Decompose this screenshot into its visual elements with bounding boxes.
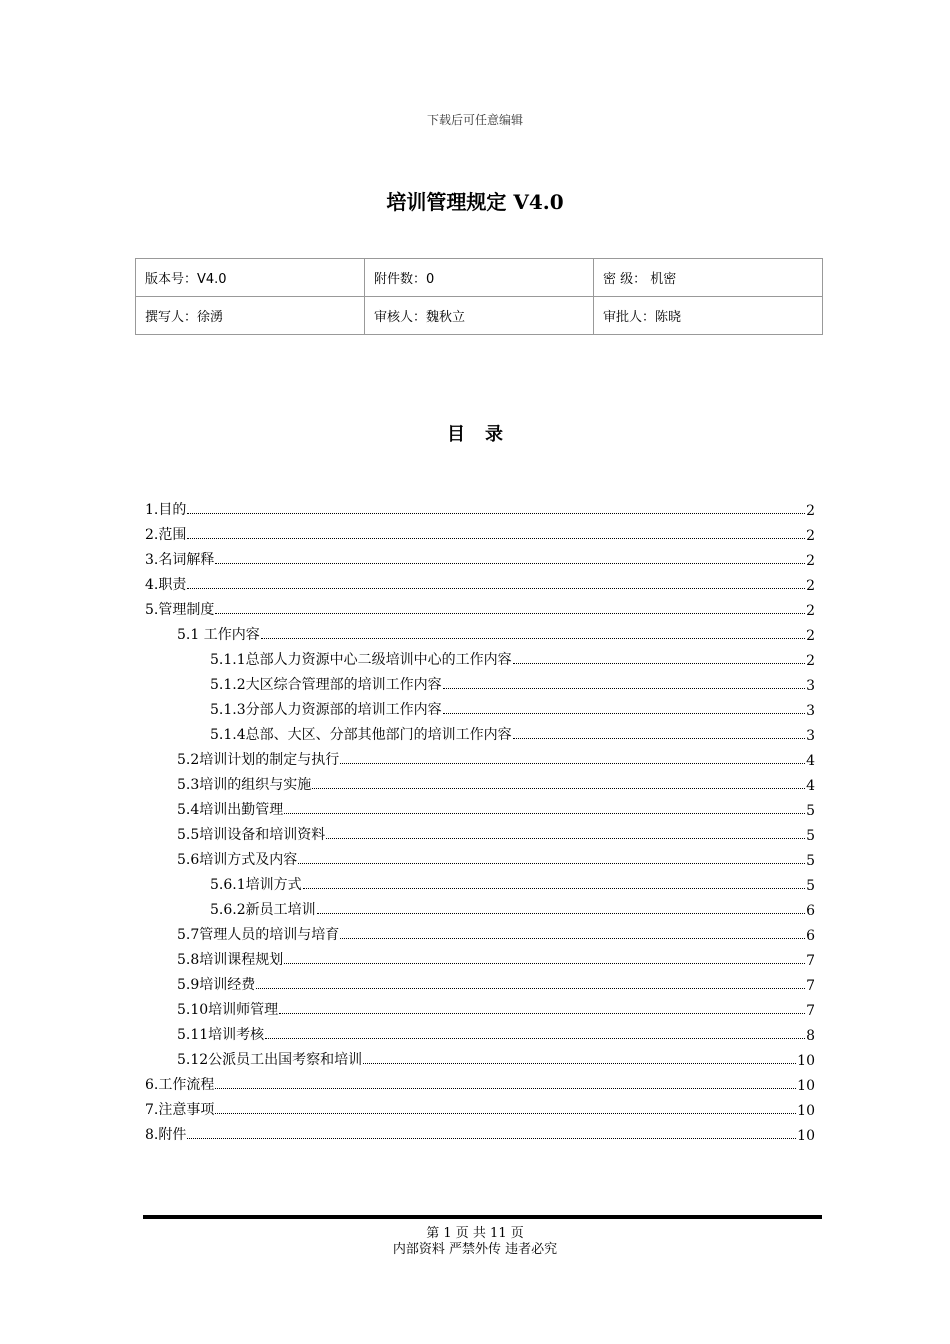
toc-entry[interactable]	[145, 544, 815, 569]
toc-entry-text: 5.5培训设备和培训资料	[177, 827, 326, 843]
toc-entry-page: 10	[797, 1103, 815, 1119]
toc-entry-text: 5.3培训的组织与实施	[177, 777, 312, 793]
toc-entry-text: 8.附件	[145, 1127, 187, 1143]
toc-leader-dots	[284, 963, 805, 964]
toc-leader-dots	[261, 638, 805, 639]
toc-entry-text: 5.1.4总部、大区、分部其他部门的培训工作内容	[210, 727, 512, 743]
attachments-cell: 附件数：0	[365, 259, 594, 297]
author-cell: 撰写人：徐湧	[136, 297, 365, 335]
toc-leader-dots	[298, 863, 805, 864]
reviewer-cell: 审核人：魏秋立	[365, 297, 594, 335]
toc-entry[interactable]	[145, 669, 815, 694]
toc-entry-text: 3.名词解释	[145, 552, 215, 568]
toc-leader-dots	[256, 988, 805, 989]
toc-entry-page: 7	[806, 953, 815, 969]
toc-leader-dots	[340, 763, 805, 764]
version-cell: 版本号：V4.0	[136, 259, 365, 297]
toc-entry-text: 5.6.2新员工培训	[210, 902, 316, 918]
toc-entry-page: 2	[806, 578, 815, 594]
toc-entry-page: 7	[806, 1003, 815, 1019]
toc-leader-dots	[187, 513, 805, 514]
meta-row	[136, 297, 823, 335]
toc-entry[interactable]	[145, 869, 815, 894]
toc-entry[interactable]	[145, 1069, 815, 1094]
toc-entry-page: 7	[806, 978, 815, 994]
toc-entry-page: 4	[806, 753, 815, 769]
toc-entry[interactable]	[145, 494, 815, 519]
toc-leader-dots	[215, 563, 805, 564]
toc-entry-page: 6	[806, 928, 815, 944]
toc-leader-dots	[215, 1113, 796, 1114]
toc-entry[interactable]	[145, 619, 815, 644]
toc-entry-text: 5.11培训考核	[177, 1027, 265, 1043]
toc-entry[interactable]	[145, 969, 815, 994]
toc-title: 目录	[447, 424, 523, 445]
toc-entry[interactable]	[145, 1119, 815, 1144]
toc-entry-text: 5.6.1培训方式	[210, 877, 302, 893]
toc-entry-page: 10	[797, 1053, 815, 1069]
toc-entry[interactable]	[145, 1094, 815, 1119]
toc-entry[interactable]	[145, 819, 815, 844]
toc-entry-text: 5.4培训出勤管理	[177, 802, 284, 818]
toc-leader-dots	[279, 1013, 805, 1014]
toc-entry-page: 2	[806, 603, 815, 619]
toc-entry-page: 5	[806, 878, 815, 894]
toc-leader-dots	[363, 1063, 796, 1064]
toc-entry-text: 7.注意事项	[145, 1102, 215, 1118]
toc-leader-dots	[215, 613, 805, 614]
toc-entry-page: 3	[806, 678, 815, 694]
toc-entry[interactable]	[145, 944, 815, 969]
toc-entry-text: 5.9培训经费	[177, 977, 256, 993]
toc-entry[interactable]	[145, 719, 815, 744]
meta-row	[136, 259, 823, 297]
approver-cell: 审批人：陈晓	[594, 297, 823, 335]
toc-leader-dots	[443, 688, 805, 689]
toc-entry-text: 2.范围	[145, 527, 187, 543]
toc-entry-page: 6	[806, 903, 815, 919]
toc-entry-text: 5.1.2大区综合管理部的培训工作内容	[210, 677, 442, 693]
toc-entry-page: 5	[806, 853, 815, 869]
toc-entry[interactable]	[145, 594, 815, 619]
toc-leader-dots	[340, 938, 805, 939]
toc-entry-text: 5.6培训方式及内容	[177, 852, 298, 868]
toc-entry-page: 8	[806, 1028, 815, 1044]
toc-leader-dots	[326, 838, 805, 839]
toc-entry-page: 10	[797, 1128, 815, 1144]
footer-note: 内部资料 严禁外传 违者必究	[392, 1242, 558, 1257]
toc-entry[interactable]	[145, 694, 815, 719]
toc-entry-page: 10	[797, 1078, 815, 1094]
toc-entry-page: 3	[806, 703, 815, 719]
toc-entry-text: 5.12公派员工出国考察和培训	[177, 1052, 363, 1068]
toc-entry[interactable]	[145, 569, 815, 594]
toc-entry[interactable]	[145, 519, 815, 544]
toc-entry[interactable]	[145, 894, 815, 919]
toc-leader-dots	[187, 588, 805, 589]
toc-entry[interactable]	[145, 769, 815, 794]
toc-leader-dots	[443, 713, 805, 714]
toc-entry-text: 5.2培训计划的制定与执行	[177, 752, 340, 768]
toc-entry-text: 5.7管理人员的培训与培育	[177, 927, 340, 943]
toc-entry-text: 5.10培训师管理	[177, 1002, 279, 1018]
toc-entry[interactable]	[145, 919, 815, 944]
footer-page-info: 第 1 页 共 11 页	[426, 1226, 524, 1241]
toc-leader-dots	[265, 1038, 805, 1039]
toc-entry[interactable]	[145, 844, 815, 869]
toc-entry[interactable]	[145, 1019, 815, 1044]
toc-entry-text: 5.1.1总部人力资源中心二级培训中心的工作内容	[210, 652, 512, 668]
toc-entry-page: 5	[806, 803, 815, 819]
document-meta-table	[135, 258, 823, 335]
toc-leader-dots	[284, 813, 805, 814]
toc-entry-text: 5.管理制度	[145, 602, 215, 618]
toc-leader-dots	[312, 788, 805, 789]
toc-entry-page: 2	[806, 653, 815, 669]
toc-entry-text: 4.职责	[145, 577, 187, 593]
toc-entry-page: 3	[806, 728, 815, 744]
footer-divider	[143, 1215, 822, 1219]
toc-entry[interactable]	[145, 994, 815, 1019]
toc-entry-text: 5.1 工作内容	[177, 627, 260, 643]
toc-entry-text: 6.工作流程	[145, 1077, 215, 1093]
toc-leader-dots	[513, 663, 805, 664]
toc-entry-page: 2	[806, 503, 815, 519]
toc-leader-dots	[317, 913, 805, 914]
toc-leader-dots	[187, 1138, 796, 1139]
toc-leader-dots	[303, 888, 805, 889]
classification-cell: 密 级： 机密	[594, 259, 823, 297]
toc-entry-page: 2	[806, 528, 815, 544]
toc-entry[interactable]	[145, 744, 815, 769]
table-of-contents	[145, 494, 815, 1144]
toc-entry-page: 2	[806, 628, 815, 644]
toc-entry-text: 5.1.3分部人力资源部的培训工作内容	[210, 702, 442, 718]
toc-leader-dots	[187, 538, 805, 539]
toc-entry[interactable]	[145, 794, 815, 819]
toc-entry-text: 5.8培训课程规划	[177, 952, 284, 968]
toc-entry-page: 2	[806, 553, 815, 569]
toc-entry[interactable]	[145, 644, 815, 669]
toc-entry-page: 4	[806, 778, 815, 794]
toc-leader-dots	[215, 1088, 796, 1089]
toc-leader-dots	[513, 738, 805, 739]
document-title: 培训管理规定 V4.0	[386, 190, 564, 214]
header-note: 下载后可任意编辑	[426, 113, 523, 127]
toc-entry[interactable]	[145, 1044, 815, 1069]
toc-entry-page: 5	[806, 828, 815, 844]
toc-entry-text: 1.目的	[145, 502, 187, 518]
